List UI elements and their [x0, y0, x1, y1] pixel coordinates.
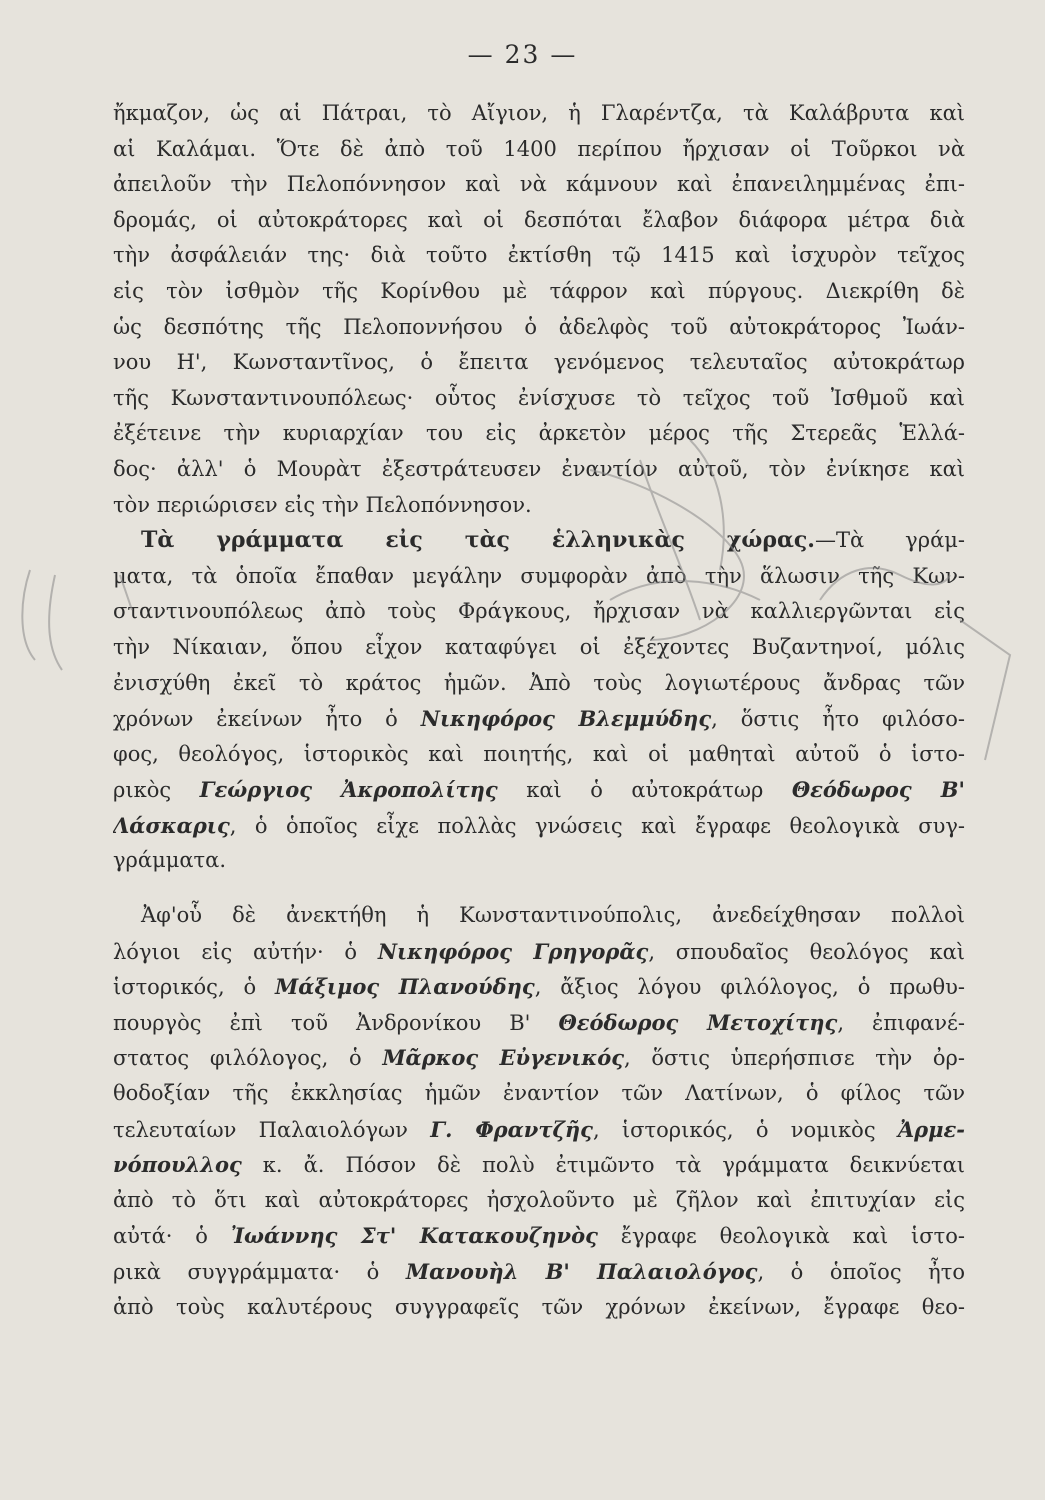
text-run: , ἄξιος λόγου φιλόλογος, ὁ πρωθυ- [534, 975, 965, 1000]
text-line [113, 630, 965, 666]
page-body [113, 96, 965, 1325]
text-line [113, 701, 965, 737]
text-run: πουργὸς ἐπὶ τοῦ Ἀνδρονίκου Β' [113, 1010, 559, 1035]
paragraph-3 [113, 898, 965, 1325]
person-name: Νικηφόρος Βλεμμύδης [420, 706, 712, 732]
text-line: δος· ἀλλ' ὁ Μουρὰτ ἐξεστράτευσεν ἐναντίον αὐτοῦ, τὸν ἐνίκησε καὶ [113, 456, 965, 481]
text-run: , ὅστις ἦτο φιλόσο- [711, 707, 965, 732]
text-run: ἀπὸ τοὺς καλυτέρους συγγραφεῖς τῶν χρόνων ἐκείνων, ἔγραφε θεο- [113, 1294, 965, 1319]
text-line [113, 898, 965, 934]
text-run: Ἀφ'οὗ δὲ ἀνεκτήθη ἡ Κωνσταντινούπολις, ἀνεδείχθησαν πολλοὶ [141, 903, 965, 928]
text-run: ρικὸς [113, 778, 200, 803]
text-line [113, 594, 965, 630]
text-run: , ὅστις ὑπερήσπισε τὴν ὀρ- [624, 1046, 965, 1071]
text-run: , ἐπιφανέ- [837, 1010, 965, 1035]
text-line: τῆς Κωνσταντινουπόλεως· οὗτος ἐνίσχυσε τὸ τεῖχος τοῦ Ἰσθμοῦ καὶ [113, 385, 965, 410]
person-name: νόπουλλος [113, 1152, 242, 1178]
text-line [113, 1112, 965, 1148]
text-run: , ἱστορικός, ὁ νομικὸς [592, 1117, 898, 1142]
text-run: λόγιοι εἰς αὐτήν· ὁ [113, 939, 378, 964]
text-run: , σπουδαῖος θεολόγος καὶ [648, 939, 965, 964]
text-line: ὡς δεσπότης τῆς Πελοποννήσου ὁ ἀδελφὸς τοῦ αὐτοκράτορος Ἰωάν- [113, 314, 965, 339]
text-run: κ. ἄ. Πόσον δὲ πολὺ ἐτιμῶντο τὰ γράμματα δεικνύεται [241, 1153, 965, 1178]
text-line [113, 772, 965, 808]
text-line [113, 969, 965, 1005]
section-heading: Τὰ γράμματα εἰς τὰς ἑλληνικὰς χώρας. [141, 527, 815, 554]
text-run: ρικὰ συγγράμματα· ὁ [113, 1260, 406, 1284]
paragraph-1 [113, 96, 965, 523]
text-line: ἀπειλοῦν τὴν Πελοπόννησον καὶ νὰ κάμνουν καὶ ἐπανειλημμένας ἐπι- [113, 172, 965, 197]
text-run: τελευταίων Παλαιολόγων [113, 1117, 431, 1142]
text-run: ἀπὸ τὸ ὅτι καὶ αὐτοκράτορες ἠσχολοῦντο μὲ ζῆλον καὶ ἐπιτυχίαν εἰς [113, 1187, 965, 1212]
text-line [113, 559, 965, 595]
text-line [113, 523, 965, 559]
text-line: εἰς τὸν ἰσθμὸν τῆς Κορίνθου μὲ τάφρον καὶ πύργους. Διεκρίθη δὲ [113, 278, 965, 303]
text-line: αἱ Καλάμαι. Ὅτε δὲ ἀπὸ τοῦ 1400 περίπου ἤρχισαν οἱ Τοῦρκοι νὰ [113, 136, 965, 161]
page-number: — 23 — [467, 40, 578, 69]
text-line [113, 1218, 965, 1254]
text-line [113, 1005, 965, 1041]
text-line [113, 1076, 965, 1112]
text-run: ἔγραφε θεολογικὰ καὶ ἱστο- [597, 1224, 965, 1249]
text-line: τὴν ἀσφάλειάν της· διὰ τοῦτο ἐκτίσθη τῷ 1415 καὶ ἰσχυρὸν τεῖχος [113, 243, 965, 268]
person-name: Ἰωάννης Στ' Κατακουζηνὸς [230, 1223, 598, 1249]
text-line: νου Η', Κωνσταντῖνος, ὁ ἔπειτα γενόμενος τελευταῖος αὐτοκράτωρ [113, 350, 965, 375]
person-name: Θεόδωρος Μετοχίτης [558, 1009, 838, 1035]
person-name: Γεώργιος Ἀκροπολίτης [199, 777, 498, 803]
person-name: Θεόδωρος Β' [791, 777, 965, 803]
text-line [113, 843, 965, 879]
text-run: γράμματα. [113, 848, 227, 873]
text-line [113, 1254, 965, 1290]
text-line: τὸν περιώρισεν εἰς τὴν Πελοπόννησον. [113, 492, 532, 517]
text-line [113, 1290, 965, 1326]
paragraph-2 [113, 523, 965, 879]
text-run: φος, θεολόγος, ἱστορικὸς καὶ ποιητής, καὶ οἱ μαθηταὶ αὐτοῦ ὁ ἱστο- [113, 741, 965, 766]
text-run: χρόνων ἐκείνων ἦτο ὁ [113, 707, 421, 732]
text-line [113, 1183, 965, 1219]
text-run: ματα, τὰ ὁποῖα ἔπαθαν μεγάλην συμφορὰν ἀπὸ τὴν ἅλωσιν τῆς Κων- [113, 563, 965, 588]
text-run: σταντινουπόλεως ἀπὸ τοὺς Φράγκους, ἤρχισαν νὰ καλλιεργῶνται εἰς [113, 599, 965, 624]
person-name: Μάξιμος Πλανούδης [275, 974, 535, 1000]
text-run: θοδοξίαν τῆς ἐκκλησίας ἡμῶν ἐναντίον τῶν Λατίνων, ὁ φίλος τῶν [113, 1081, 965, 1106]
text-run: καὶ ὁ αὐτοκράτωρ [497, 778, 792, 803]
text-run: τὴν Νίκαιαν, ὅπου εἶχον καταφύγει οἱ ἐξέχοντες Βυζαντηνοί, μόλις [113, 634, 965, 659]
text-line: ἐξέτεινε τὴν κυριαρχίαν του εἰς ἀρκετὸν μέρος τῆς Στερεᾶς Ἑλλά- [113, 421, 965, 446]
text-line [113, 1147, 965, 1183]
text-run: ἱστορικός, ὁ [113, 975, 276, 1000]
text-line: δρομάς, οἱ αὐτοκράτορες καὶ οἱ δεσπόται ἔλαβον διάφορα μέτρα διὰ [113, 207, 965, 232]
text-line [113, 934, 965, 970]
person-name: Μᾶρκος Εὐγενικός [382, 1045, 625, 1071]
text-line [113, 737, 965, 773]
text-run: αὐτά· ὁ [113, 1224, 231, 1249]
text-line [113, 1040, 965, 1076]
text-run: —Τὰ γράμ- [814, 528, 965, 553]
person-name: Μανουὴλ Β' Παλαιολόγος [405, 1259, 758, 1284]
text-run: , ὁ ὁποῖος ἦτο [757, 1260, 965, 1284]
text-line [113, 808, 965, 844]
person-name: Ἀρμε- [897, 1116, 965, 1142]
text-line [113, 666, 965, 702]
text-line: ἤκμαζον, ὡς αἱ Πάτραι, τὸ Αἴγιον, ἡ Γλαρέντζα, τὰ Καλάβρυτα καὶ [113, 101, 965, 125]
person-name: Λάσκαρις [113, 812, 230, 838]
person-name: Γ. Φραντζῆς [430, 1116, 593, 1142]
text-run: ἐνισχύθη ἐκεῖ τὸ κράτος ἡμῶν. Ἀπὸ τοὺς λογιωτέρους ἄνδρας τῶν [113, 670, 965, 695]
text-run: στατος φιλόλογος, ὁ [113, 1046, 383, 1071]
text-run: , ὁ ὁποῖος εἶχε πολλὰς γνώσεις καὶ ἔγραφε θεολογικὰ συγ- [229, 813, 965, 838]
person-name: Νικηφόρος Γρηγορᾶς [377, 938, 649, 964]
